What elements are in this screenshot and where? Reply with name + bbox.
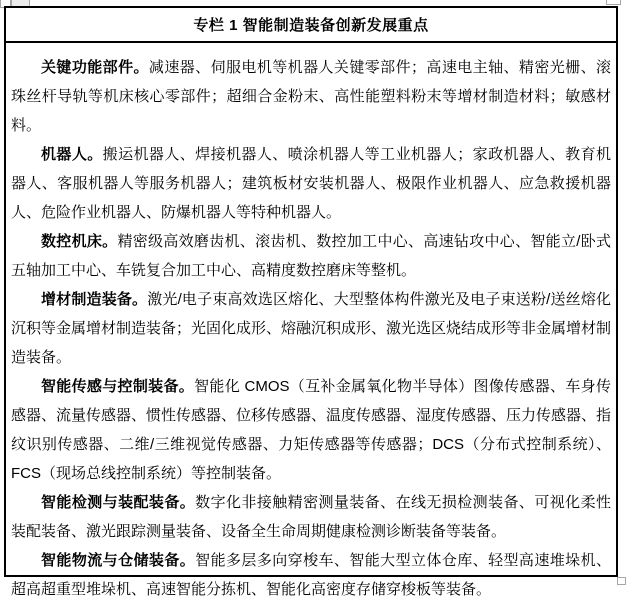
paragraph (11, 53, 611, 140)
paragraph-lead: 增材制造装备。 (41, 291, 148, 308)
paragraph (11, 546, 611, 604)
paragraph (11, 285, 611, 372)
table-column-handle[interactable] (606, 0, 621, 5)
paragraph (11, 488, 611, 546)
paragraph-text: 智能化 CMOS（互补金属氧化物半导体）图像传感器、车身传感器、流量传感器、惯性传感器、位移传感器、温度传感器、湿度传感器、压力传感器、指纹识别传感器、二维/三维视觉传感器、力矩传感器等传感器；DCS（分布式控制系统）、FCS（现场总线控制系统）等控制装备。 (11, 378, 612, 482)
paragraph-lead: 关键功能部件。 (41, 59, 149, 76)
panel-body (6, 43, 616, 604)
paragraph (11, 372, 611, 488)
paragraph-lead: 智能物流与仓储装备。 (41, 552, 196, 569)
table-resize-handle[interactable] (617, 577, 626, 585)
column-box (4, 6, 618, 598)
paragraph (11, 140, 611, 227)
paragraph-text: 减速器、伺服电机等机器人关键零部件；高速电主轴、精密光栅、滚珠丝杆导轨等机床核心零部件；超细合金粉末、高性能塑料粉末等增材制造材料；敏感材料。 (11, 59, 611, 134)
paragraph-text: 精密级高效磨齿机、滚齿机、数控加工中心、高速钻攻中心、智能立/卧式五轴加工中心、车铣复合加工中心、高精度数控磨床等整机。 (11, 233, 611, 279)
paragraph-lead: 智能传感与控制装备。 (41, 378, 195, 395)
paragraph-text: 搬运机器人、焊接机器人、喷涂机器人等工业机器人；家政机器人、教育机器人、客服机器人等服务机器人；建筑板材安装机器人、极限作业机器人、应急救援机器人、危险作业机器人、防爆机器人等特种机器人。 (11, 146, 611, 221)
paragraph (11, 227, 611, 285)
paragraph-text: 数字化非接触精密测量装备、在线无损检测装备、可视化柔性装配装备、激光跟踪测量装备、设备全生命周期健康检测诊断装备等装备。 (11, 494, 611, 540)
paragraph-lead: 智能检测与装配装备。 (41, 494, 196, 511)
paragraph-lead: 机器人。 (41, 146, 103, 163)
panel-title: 专栏 1 智能制造装备创新发展重点 (6, 8, 616, 43)
paragraph-lead: 数控机床。 (41, 233, 118, 250)
paragraph-text: 激光/电子束高效选区熔化、大型整体构件激光及电子束送粉/送丝熔化沉积等金属增材制造装备；光固化成形、熔融沉积成形、激光选区烧结成形等非金属增材制造装备。 (11, 291, 612, 366)
paragraph-text: 智能多层多向穿梭车、智能大型立体仓库、轻型高速堆垛机、超高超重型堆垛机、高速智能分拣机、智能化高密度存储穿梭板等装备。 (11, 552, 611, 598)
